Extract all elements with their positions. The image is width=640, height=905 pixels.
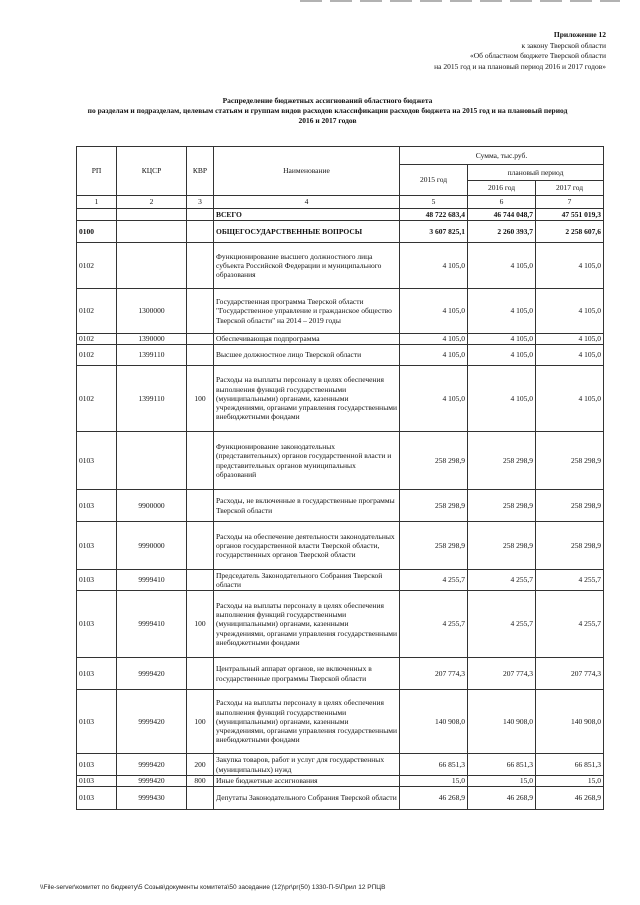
cell-2015: 207 774,3 <box>400 658 468 690</box>
cell-name: Функционирование высшего должностного лица субъекта Российской Федерации и муниципального образования <box>214 243 400 289</box>
header-2016: 2016 год <box>468 181 536 196</box>
cell-2015: 66 851,3 <box>400 754 468 776</box>
cell-kcsr <box>117 209 187 221</box>
cell-2017: 2 258 607,6 <box>536 221 604 243</box>
cell-2017: 4 105,0 <box>536 243 604 289</box>
cell-name: Расходы на выплаты персоналу в целях обеспечения выполнения функций государственными (муниципальными) органами, казенными учреждениями, органами управления государственными внебюджетными фондами <box>214 690 400 754</box>
cell-kvr <box>187 570 214 591</box>
cell-2016: 207 774,3 <box>468 658 536 690</box>
cell-kcsr <box>117 221 187 243</box>
table-row <box>77 221 604 243</box>
cell-kvr: 100 <box>187 366 214 432</box>
header-name: Наименование <box>214 147 400 196</box>
table-row <box>77 334 604 345</box>
cell-2016: 66 851,3 <box>468 754 536 776</box>
cell-2017: 207 774,3 <box>536 658 604 690</box>
table-row <box>77 754 604 776</box>
cell-kvr <box>187 289 214 334</box>
column-number: 3 <box>187 196 214 209</box>
cell-2017: 4 255,7 <box>536 570 604 591</box>
cell-rp: 0102 <box>77 366 117 432</box>
cell-rp: 0103 <box>77 776 117 787</box>
cell-kvr <box>187 658 214 690</box>
cell-2015: 4 105,0 <box>400 366 468 432</box>
cell-kvr: 100 <box>187 690 214 754</box>
cell-2017: 47 551 019,3 <box>536 209 604 221</box>
cell-kvr <box>187 243 214 289</box>
appendix-block <box>286 30 606 72</box>
cell-2016: 2 260 393,7 <box>468 221 536 243</box>
cell-2017: 140 908,0 <box>536 690 604 754</box>
cell-kvr <box>187 522 214 570</box>
cell-name: Высшее должностное лицо Тверской области <box>214 345 400 366</box>
cell-rp: 0103 <box>77 787 117 810</box>
cell-2015: 3 607 825,1 <box>400 221 468 243</box>
cell-kcsr: 9990000 <box>117 522 187 570</box>
cell-2015: 48 722 683,4 <box>400 209 468 221</box>
cell-rp: 0103 <box>77 658 117 690</box>
cell-2015: 46 268,9 <box>400 787 468 810</box>
table-row <box>77 432 604 490</box>
cell-2015: 4 105,0 <box>400 243 468 289</box>
cell-2016: 4 255,7 <box>468 570 536 591</box>
cell-2016: 46 744 048,7 <box>468 209 536 221</box>
column-number: 2 <box>117 196 187 209</box>
table-row <box>77 776 604 787</box>
cell-kvr <box>187 209 214 221</box>
cell-kcsr: 9999420 <box>117 690 187 754</box>
cell-2016: 4 105,0 <box>468 366 536 432</box>
column-number: 6 <box>468 196 536 209</box>
table-row <box>77 366 604 432</box>
cell-rp <box>77 209 117 221</box>
cell-2017: 4 105,0 <box>536 345 604 366</box>
cell-kcsr <box>117 243 187 289</box>
cell-rp: 0102 <box>77 243 117 289</box>
column-number: 7 <box>536 196 604 209</box>
header-2017: 2017 год <box>536 181 604 196</box>
cell-name: Функционирование законодательных (представительных) органов государственной власти и представительных органов муниципальных образований <box>214 432 400 490</box>
appendix-line: на 2015 год и на плановый период 2016 и 2017 годов» <box>434 61 606 71</box>
cell-name: Обеспечивающая подпрограмма <box>214 334 400 345</box>
header-sum: Сумма, тыс.руб. <box>400 147 604 165</box>
cell-2015: 258 298,9 <box>400 432 468 490</box>
column-number: 4 <box>214 196 400 209</box>
cell-2015: 4 105,0 <box>400 334 468 345</box>
cell-2017: 4 255,7 <box>536 591 604 658</box>
cell-2015: 4 255,7 <box>400 591 468 658</box>
table-body <box>77 209 604 810</box>
cell-name: Расходы, не включенные в государственные программы Тверской области <box>214 490 400 522</box>
cell-rp: 0103 <box>77 570 117 591</box>
heading-line: по разделам и подразделам, целевым статьям и группам видов расходов классификации расходов бюджета на 2015 год и на плановый период <box>87 106 568 115</box>
cell-kcsr: 9999410 <box>117 570 187 591</box>
table-row <box>77 289 604 334</box>
table-row <box>77 690 604 754</box>
scan-top-artifact <box>300 0 620 2</box>
cell-2016: 258 298,9 <box>468 432 536 490</box>
table-row <box>77 591 604 658</box>
appendix-title: Приложение 12 <box>553 30 606 39</box>
table-row <box>77 522 604 570</box>
table-row <box>77 345 604 366</box>
cell-rp: 0103 <box>77 490 117 522</box>
cell-kvr: 200 <box>187 754 214 776</box>
cell-name: Государственная программа Тверской области "Государственное управление и гражданское общество Тверской области" на 2014 – 2019 годы <box>214 289 400 334</box>
cell-kvr: 100 <box>187 591 214 658</box>
cell-2016: 258 298,9 <box>468 490 536 522</box>
cell-name: Расходы на выплаты персоналу в целях обеспечения выполнения функций государственными (муниципальными) органами, казенными учреждениями, органами управления государственными внебюджетными фондами <box>214 591 400 658</box>
cell-kvr <box>187 345 214 366</box>
cell-name: ВСЕГО <box>214 209 400 221</box>
cell-rp: 0103 <box>77 754 117 776</box>
cell-2017: 4 105,0 <box>536 366 604 432</box>
cell-2015: 140 908,0 <box>400 690 468 754</box>
header-kcsr: КЦСР <box>117 147 187 196</box>
cell-2016: 15,0 <box>468 776 536 787</box>
cell-name: Закупка товаров, работ и услуг для государственных (муниципальных) нужд <box>214 754 400 776</box>
column-number: 5 <box>400 196 468 209</box>
table-row <box>77 787 604 810</box>
cell-rp: 0102 <box>77 334 117 345</box>
cell-2017: 15,0 <box>536 776 604 787</box>
cell-2015: 4 105,0 <box>400 345 468 366</box>
cell-2015: 15,0 <box>400 776 468 787</box>
cell-name: ОБЩЕГОСУДАРСТВЕННЫЕ ВОПРОСЫ <box>214 221 400 243</box>
cell-kcsr: 9999410 <box>117 591 187 658</box>
header-planned: плановый период <box>468 165 604 181</box>
cell-kvr <box>187 787 214 810</box>
cell-2017: 46 268,9 <box>536 787 604 810</box>
cell-kcsr: 9900000 <box>117 490 187 522</box>
cell-rp: 0103 <box>77 690 117 754</box>
table-row <box>77 570 604 591</box>
table-row <box>77 209 604 221</box>
heading-line: 2016 и 2017 годов <box>298 116 357 125</box>
header-2015: 2015 год <box>400 165 468 196</box>
cell-kcsr: 9999420 <box>117 776 187 787</box>
file-path-footer: \\File-server\комитет по бюджету\5 Созыв\документы комитета\50 заседание (12)\pr\pr(50) 1330-П-5\Прил 12 РПЦВ <box>40 884 386 891</box>
cell-2017: 258 298,9 <box>536 432 604 490</box>
appendix-line: «Об областном бюджете Тверской области <box>470 51 606 60</box>
cell-kvr <box>187 221 214 243</box>
table-row <box>77 658 604 690</box>
cell-kcsr <box>117 432 187 490</box>
cell-kcsr: 9999430 <box>117 787 187 810</box>
cell-2016: 140 908,0 <box>468 690 536 754</box>
cell-2015: 4 105,0 <box>400 289 468 334</box>
cell-2016: 4 105,0 <box>468 345 536 366</box>
cell-kcsr: 1390000 <box>117 334 187 345</box>
cell-kvr: 800 <box>187 776 214 787</box>
cell-2016: 46 268,9 <box>468 787 536 810</box>
cell-rp: 0102 <box>77 289 117 334</box>
cell-rp: 0103 <box>77 432 117 490</box>
cell-2017: 66 851,3 <box>536 754 604 776</box>
table-row <box>77 490 604 522</box>
cell-rp: 0103 <box>77 591 117 658</box>
cell-rp: 0100 <box>77 221 117 243</box>
header-kvr: КВР <box>187 147 214 196</box>
cell-kvr <box>187 334 214 345</box>
heading-line: Распределение бюджетных ассигнований областного бюджета <box>222 96 433 105</box>
cell-2016: 4 255,7 <box>468 591 536 658</box>
column-number: 1 <box>77 196 117 209</box>
cell-kcsr: 1399110 <box>117 366 187 432</box>
cell-name: Расходы на обеспечение деятельности законодательных органов государственной власти Тверской области, государственных органов Тверской области <box>214 522 400 570</box>
document-heading <box>40 96 615 126</box>
cell-kcsr: 1399110 <box>117 345 187 366</box>
cell-2016: 258 298,9 <box>468 522 536 570</box>
cell-kcsr: 9999420 <box>117 754 187 776</box>
budget-table <box>76 146 604 810</box>
cell-2016: 4 105,0 <box>468 243 536 289</box>
table-row <box>77 243 604 289</box>
cell-2015: 4 255,7 <box>400 570 468 591</box>
cell-rp: 0103 <box>77 522 117 570</box>
cell-2016: 4 105,0 <box>468 334 536 345</box>
cell-name: Иные бюджетные ассигнования <box>214 776 400 787</box>
cell-2015: 258 298,9 <box>400 490 468 522</box>
cell-name: Расходы на выплаты персоналу в целях обеспечения выполнения функций государственными (муниципальными) органами, казенными учреждениями, органами управления государственными внебюджетными фондами <box>214 366 400 432</box>
cell-rp: 0102 <box>77 345 117 366</box>
cell-kcsr: 1300000 <box>117 289 187 334</box>
cell-name: Центральный аппарат органов, не включенных в государственные программы Тверской области <box>214 658 400 690</box>
header-rp: РП <box>77 147 117 196</box>
cell-kvr <box>187 432 214 490</box>
cell-2015: 258 298,9 <box>400 522 468 570</box>
cell-name: Председатель Законодательного Собрания Тверской области <box>214 570 400 591</box>
cell-2017: 258 298,9 <box>536 490 604 522</box>
cell-2016: 4 105,0 <box>468 289 536 334</box>
appendix-line: к закону Тверской области <box>521 40 606 50</box>
cell-2017: 4 105,0 <box>536 334 604 345</box>
cell-kvr <box>187 490 214 522</box>
cell-kcsr: 9999420 <box>117 658 187 690</box>
cell-2017: 4 105,0 <box>536 289 604 334</box>
cell-name: Депутаты Законодательного Собрания Тверской области <box>214 787 400 810</box>
cell-2017: 258 298,9 <box>536 522 604 570</box>
